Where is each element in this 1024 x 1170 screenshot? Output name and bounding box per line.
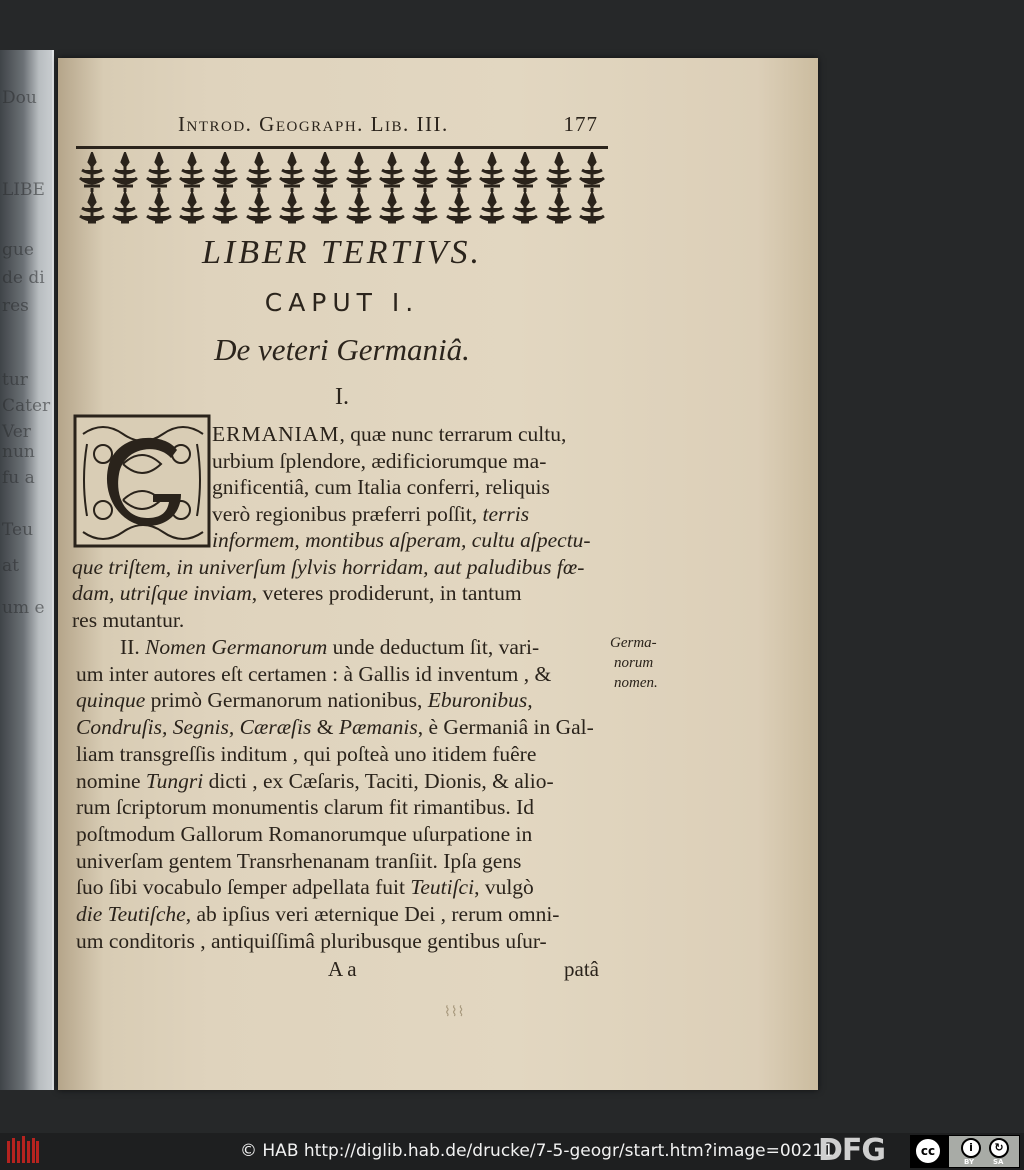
fleuron-icon — [243, 152, 275, 224]
fleuron-icon — [76, 152, 108, 224]
cc-icon: cc — [914, 1137, 942, 1165]
chapter-subtitle: De veteri Germaniâ. — [214, 332, 470, 367]
fleuron-icon — [209, 152, 241, 224]
text-line: Condruſis, Segnis, Cæræſis & Pæmanis, è Germaniâ in Gal- — [76, 715, 594, 740]
ghost-text: LIBE — [2, 180, 45, 200]
text-line: gnificentiâ, cum Italia conferri, reliquis — [212, 475, 550, 499]
ghost-text: de di — [2, 268, 45, 288]
footer-bar — [0, 1133, 1024, 1170]
fleuron-icon — [143, 152, 175, 224]
margin-note-line: norum — [614, 655, 654, 671]
text-line: univerſam gentem Transrhenanam tranſiit. Ipſa gens — [76, 848, 522, 873]
ghost-text: Cater — [2, 396, 51, 416]
attribution-person-icon: i — [961, 1138, 981, 1158]
fleuron-icon — [309, 152, 341, 224]
text-line: die Teutiſche, ab ipſius veri æternique Dei , rerum omni- — [76, 902, 560, 926]
adjacent-page-edge — [0, 50, 54, 1090]
book-title: LIBER TERTIVS. — [202, 234, 482, 271]
fleuron-icon — [176, 152, 208, 224]
section-number: I. — [335, 384, 349, 410]
signature-mark: A a — [328, 957, 357, 981]
text-line: um conditoris , antiquiſſimâ pluribusque gentibus uſur- — [76, 928, 547, 953]
by-label: BY — [964, 1158, 975, 1166]
fleuron-icon — [109, 152, 141, 224]
fleuron-icon — [276, 152, 308, 224]
text-line: poſtmodum Gallorum Romanorumque uſurpatione in — [76, 821, 533, 846]
ghost-text: res — [2, 296, 29, 316]
text-line: informem, montibus aſperam, cultu aſpectu- — [212, 528, 591, 552]
ornamental-headpiece — [76, 152, 608, 224]
fleuron-icon — [576, 152, 608, 224]
ghost-text: Dou — [2, 88, 37, 108]
margin-note-line: Germa- — [610, 635, 657, 651]
text-line: II. Nomen Germanorum unde deductum ſit, vari- — [120, 635, 540, 659]
fleuron-icon — [376, 152, 408, 224]
page-mark-squiggle: ⌇⌇⌇ — [444, 1004, 465, 1020]
sa-label: SA — [993, 1158, 1004, 1166]
text-line: res mutantur. — [72, 607, 185, 632]
folio-number: 177 — [563, 112, 598, 136]
text-line: verò regionibus præferri poſſit, terris — [212, 501, 530, 526]
dfg-logo: DFG — [818, 1133, 886, 1168]
catchword: patâ — [564, 957, 599, 981]
ghost-text: nun — [2, 442, 35, 462]
fleuron-icon — [476, 152, 508, 224]
text-line: dam, utriſque inviam, veteres prodiderunt, in tantum — [72, 581, 522, 605]
ghost-text: gue — [2, 240, 34, 260]
decorated-initial-g-icon — [73, 414, 211, 548]
running-head — [178, 112, 598, 138]
text-line: ERMANIAM, quæ nunc terrarum cultu, — [212, 422, 567, 446]
margin-note-line: nomen. — [614, 675, 658, 691]
hab-library-logo-icon — [6, 1135, 40, 1165]
header-rule — [76, 146, 608, 149]
text-line: um inter autores eſt certamen : à Gallis id inventum , & — [76, 661, 552, 686]
fleuron-icon — [509, 152, 541, 224]
text-line: liam transgreſſis inditum , qui poſteà uno itidem fuêre — [76, 741, 537, 766]
ghost-text: Ver — [2, 422, 31, 442]
cc-license-badge[interactable] — [910, 1135, 1020, 1168]
fleuron-icon — [343, 152, 375, 224]
ghost-text: Teu — [2, 520, 34, 540]
ghost-text: at — [2, 556, 19, 576]
share-alike-icon: ↻ — [989, 1138, 1009, 1158]
text-line: rum ſcriptorum monumentis clarum fit rimantibus. Id — [76, 795, 534, 820]
chapter-title: CAPUT I. — [264, 288, 420, 317]
text-line: que triſtem, in univerſum ſylvis horridam, aut paludibus fœ- — [72, 554, 585, 579]
ghost-text: fu a — [2, 468, 35, 488]
text-line: urbium ſplendore, ædificiorumque ma- — [212, 448, 547, 473]
fleuron-icon — [409, 152, 441, 224]
ghost-text: um e — [2, 598, 45, 618]
fleuron-icon — [543, 152, 575, 224]
ghost-text: tur — [2, 370, 28, 390]
text-line: nomine Tungri dicti , ex Cæſaris, Taciti, Dionis, & alio- — [76, 768, 554, 793]
text-line: quinque primò Germanorum nationibus, Eburonibus, — [76, 688, 533, 713]
fleuron-icon — [443, 152, 475, 224]
text-line: ſuo ſibi vocabulo ſemper adpellata fuit Teutiſci, vulgò — [76, 875, 534, 900]
running-head-title: Introd. Geograph. Lib. III. — [178, 112, 449, 136]
attribution-text: © HAB http://diglib.hab.de/drucke/7-5-geogr/start.htm?image=00211 — [240, 1141, 834, 1161]
